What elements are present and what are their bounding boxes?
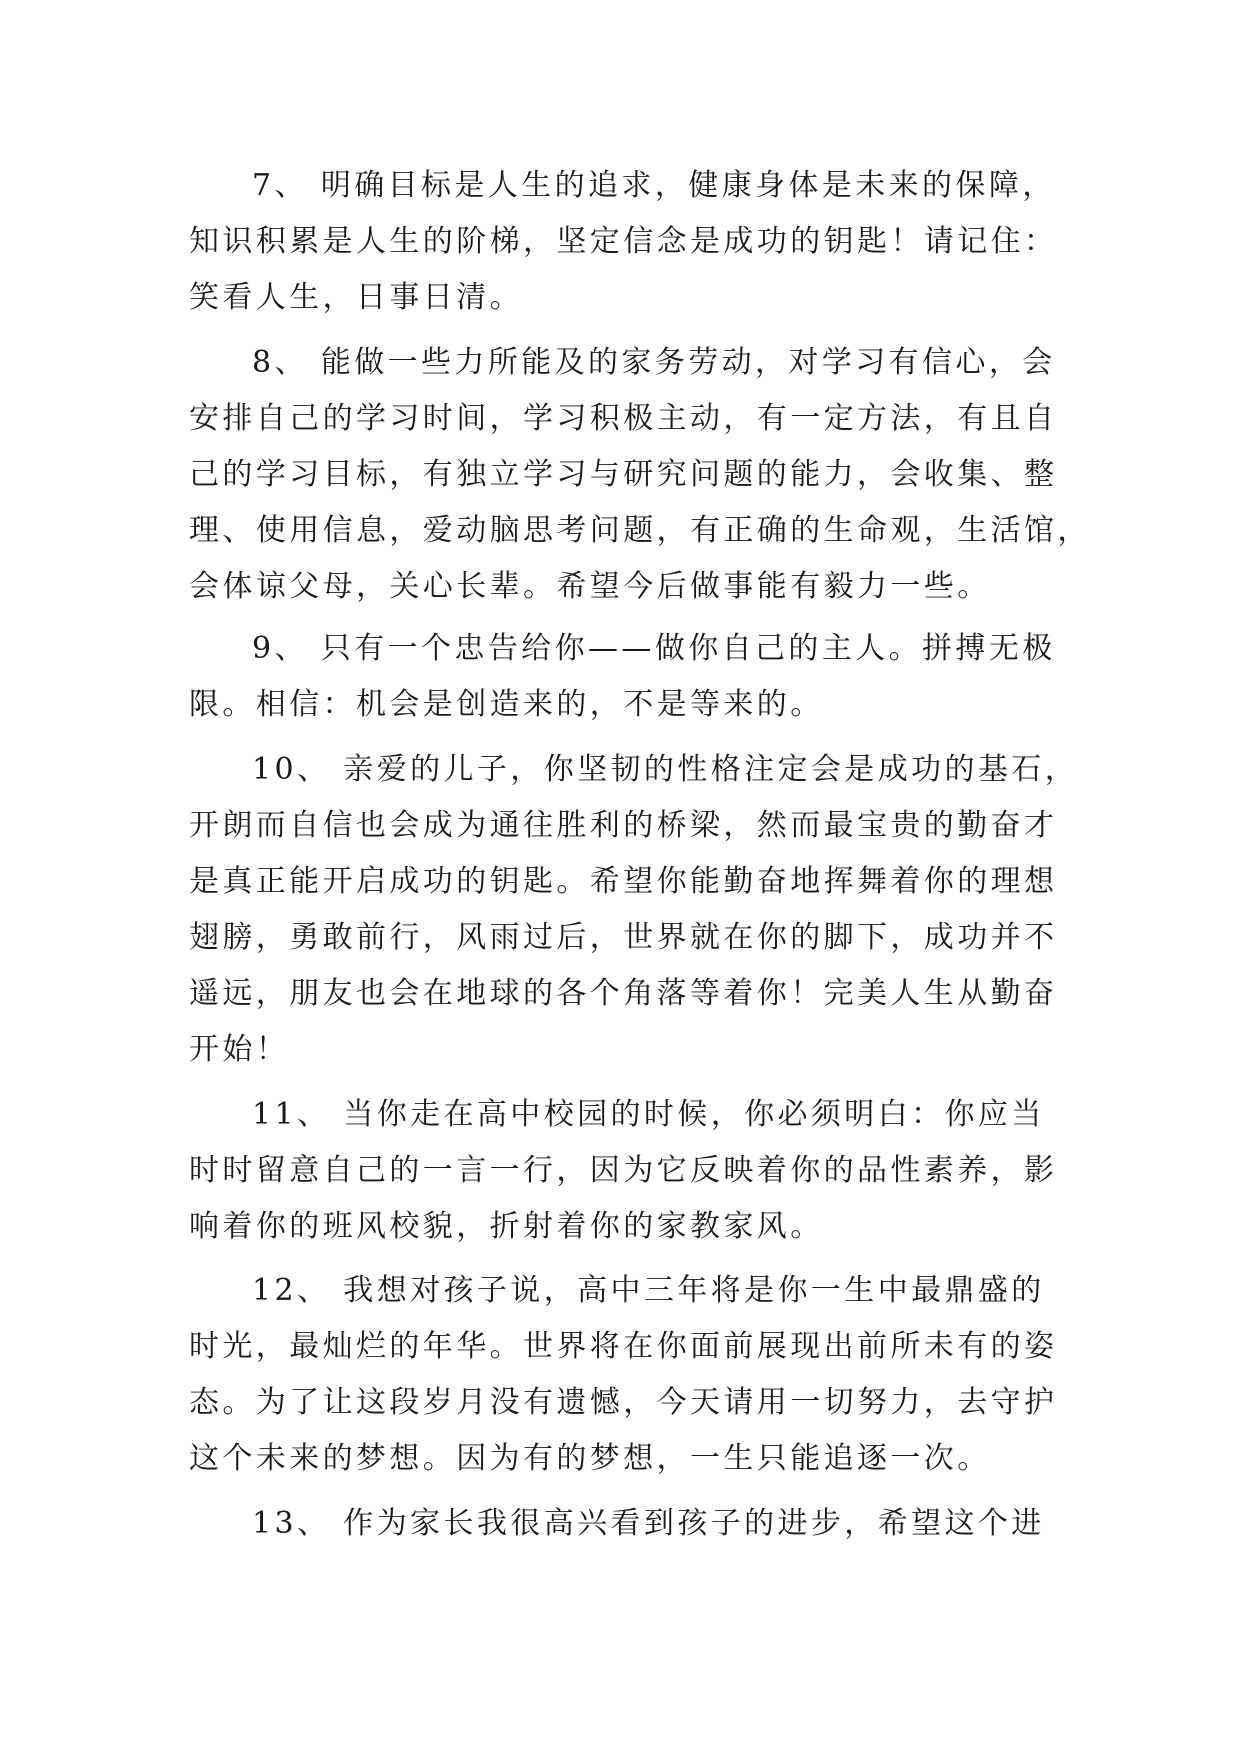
text-line: 是真正能开启成功的钥匙。希望你能勤奋地挥舞着你的理想 [189, 864, 1058, 899]
text-line: 知识积累是人生的阶梯，坚定信念是成功的钥匙！请记住： [189, 224, 1058, 259]
text-line: 11、 当你走在高中校园的时候，你必须明白：你应当 [252, 1097, 1045, 1132]
text-line: 7、 明确目标是人生的追求，健康身体是未来的保障， [252, 168, 1056, 203]
text-line: 这个未来的梦想。因为有的梦想，一生只能追逐一次。 [189, 1441, 991, 1476]
text-line: 时光，最灿烂的年华。世界将在你面前展现出前所未有的姿 [189, 1329, 1058, 1364]
text-line: 8、 能做一些力所能及的家务劳动，对学习有信心，会 [252, 345, 1056, 380]
text-line: 安排自己的学习时间，学习积极主动，有一定方法，有且自 [189, 401, 1058, 436]
text-line: 13、 作为家长我很高兴看到孩子的进步，希望这个进 [252, 1506, 1045, 1541]
text-line: 开朗而自信也会成为通往胜利的桥梁，然而最宝贵的勤奋才 [189, 808, 1058, 843]
text-line: 开始！ [189, 1032, 290, 1067]
text-line: 时时留意自己的一言一行，因为它反映着你的品性素养，影 [189, 1153, 1058, 1188]
text-line: 9、 只有一个忠告给你——做你自己的主人。拼搏无极 [252, 631, 1056, 666]
text-line: 己的学习目标，有独立学习与研究问题的能力，会收集、整 [189, 457, 1058, 492]
text-line: 会体谅父母，关心长辈。希望今后做事能有毅力一些。 [189, 569, 991, 604]
text-line: 笑看人生，日事日清。 [189, 280, 523, 315]
text-line: 10、 亲爱的儿子，你坚韧的性格注定会是成功的基石， [252, 752, 1079, 787]
text-line: 遥远，朋友也会在地球的各个角落等着你！完美人生从勤奋 [189, 976, 1058, 1011]
text-line: 响着你的班风校貌，折射着你的家教家风。 [189, 1209, 824, 1244]
text-line: 翅膀，勇敢前行，风雨过后，世界就在你的脚下，成功并不 [189, 920, 1058, 955]
text-line: 态。为了让这段岁月没有遗憾，今天请用一切努力，去守护 [189, 1385, 1058, 1420]
text-line: 理、使用信息，爱动脑思考问题，有正确的生命观，生活馆， [189, 513, 1091, 548]
text-line: 12、 我想对孩子说，高中三年将是你一生中最鼎盛的 [252, 1273, 1045, 1308]
text-line: 限。相信：机会是创造来的，不是等来的。 [189, 687, 824, 722]
